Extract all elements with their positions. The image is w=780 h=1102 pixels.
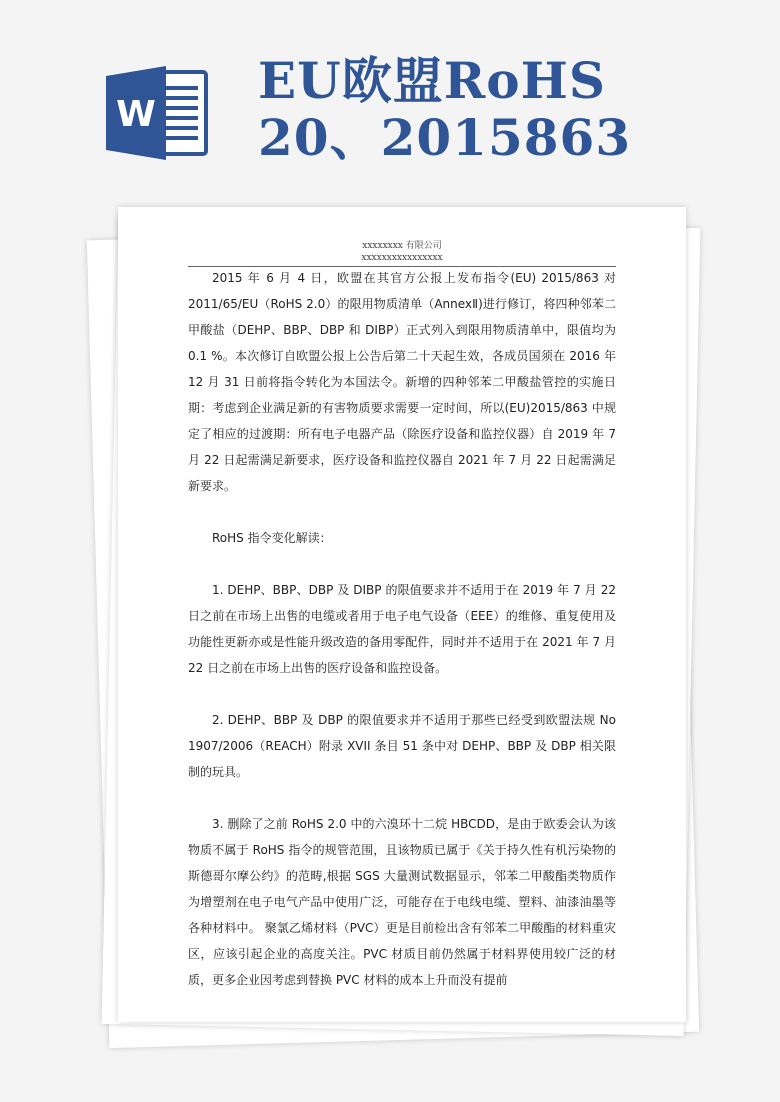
section-heading: RoHS 指令变化解读： — [212, 531, 332, 545]
title-line-2: 20、2015863 — [258, 108, 632, 167]
header-company: xxxxxxxx 有限公司 — [362, 241, 442, 251]
page-header — [188, 240, 616, 264]
document-body — [188, 265, 616, 993]
paragraph: 3. 删除了之前 RoHS 2.0 中的六溴环十二烷 HBCDD，是由于欧委会认为该物质不属于 RoHS 指令的规管范围，且该物质已属于《关于持久性有机污染物的斯德哥尔摩公约》的范畴,根据 SGS 大量测试数据显示，邻苯二甲酸酯类物质作为增塑剂在电子电气产品中使用广泛，可能存在于电线电缆、塑料、油漆油墨等各种材料中。 聚氯乙烯材料（PVC）更是目前检出含有邻苯二甲酸酯的材料重灾区，应该引起企业的高度关注。PVC 材质目前仍然属于材料界使用较广泛的材质，更多企业因考虑到替换 PVC 材料的成本上升而没有提前 — [188, 817, 616, 987]
word-document-icon — [106, 66, 210, 160]
svg-text:W: W — [116, 94, 156, 135]
document-page — [118, 207, 686, 1022]
paragraph: 2015 年 6 月 4 日，欧盟在其官方公报上发布指令(EU) 2015/863 对 2011/65/EU（RoHS 2.0）的限用物质清单（AnnexⅡ)进行修订，将四种邻苯二甲酸盐（DEHP、BBP、DBP 和 DIBP）正式列入到限用物质清单中，限值均为 0.1 %。本次修订自欧盟公报上公告后第二十天起生效，各成员国须在 2016 年 12 月 31 日前将指令转化为本国法令。新增的四种邻苯二甲酸盐管控的实施日期：考虑到企业满足新的有害物质要求需要一定时间，所以(EU)2015/863 中规定了相应的过渡期：所有电子电器产品（除医疗设备和监控仪器）自 2019 年 7 月 22 日起需满足新要求，医疗设备和监控仪器自 2021 年 7 月 22 日起需满足新要求。 — [188, 271, 616, 493]
paragraph: 1. DEHP、BBP、DBP 及 DIBP 的限值要求并不适用于在 2019 年 7 月 22 日之前在市场上出售的电缆或者用于电子电气设备（EEE）的维修、重复使用及功能性更新亦或是性能升级改造的备用零配件，同时并不适用于在 2021 年 7 月 22 日之前在市场上出售的医疗设备和监控设备。 — [188, 583, 616, 675]
page-title — [258, 52, 631, 166]
title-line-1: EU欧盟RoHS — [258, 51, 606, 110]
paragraph: 2. DEHP、BBP 及 DBP 的限值要求并不适用于那些已经受到欧盟法规 No 1907/2006（REACH）附录 XVII 条目 51 条中对 DEHP、BBP 及 DBP 相关限制的玩具。 — [188, 713, 616, 779]
header-sub: xxxxxxxxxxxxxxxx — [361, 253, 443, 263]
